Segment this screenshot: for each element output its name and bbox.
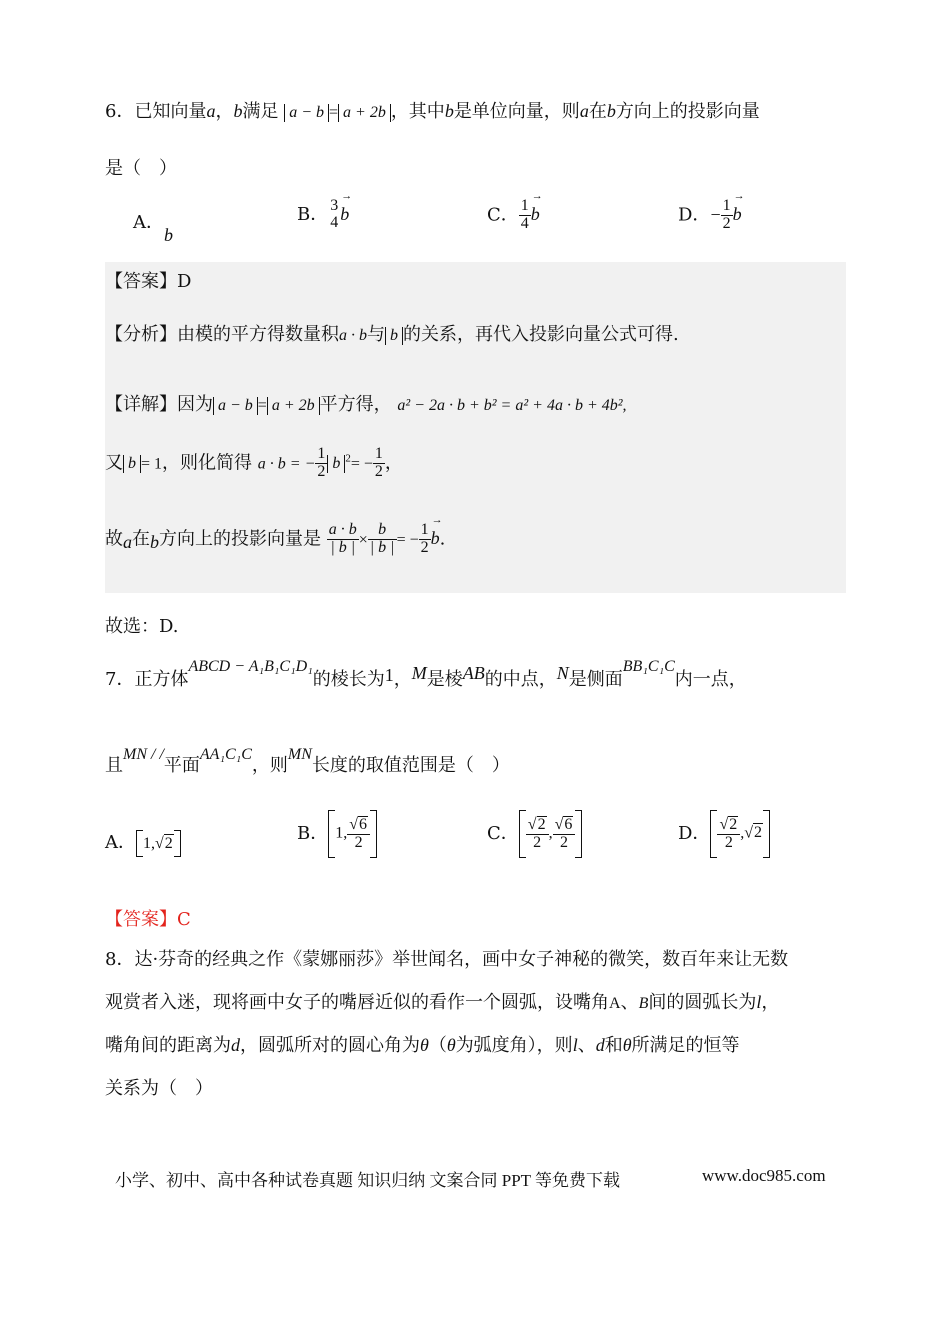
q7-midpoint: 的中点，	[484, 669, 557, 690]
q7-MN2: MN	[287, 746, 312, 763]
q6-option-a-label: A．	[133, 212, 164, 233]
q7-option-d-hi: 2	[754, 824, 762, 842]
q6-hence-vec: → b	[431, 528, 440, 549]
q8-l2: l	[572, 1035, 578, 1055]
q6-option-d-den: 2	[722, 214, 731, 232]
q8-line1: 8．达·芬奇的经典之作《蒙娜丽莎》举世闻名，画中女子神秘的微笑，数百年来让无数	[105, 949, 789, 970]
q6-hence-a: a	[123, 532, 132, 553]
q8-line3-mid: ，圆弧所对的圆心角为	[240, 1035, 420, 1056]
q6-abs-left: a − b	[284, 104, 329, 122]
q7-option-b-lo: 1,	[335, 824, 348, 842]
q6-tail: 方向上的投影向量	[615, 101, 760, 122]
q6-again-frac1-den: 2	[317, 462, 326, 480]
q7-and: 且	[105, 755, 123, 776]
q6-hence-b: b	[150, 532, 159, 553]
q7-option-c-label: C．	[487, 822, 519, 844]
q6-option-d-fraction	[721, 198, 733, 233]
q8-theta: θ	[420, 1035, 429, 1055]
q6-option-d	[678, 198, 742, 233]
q7-option-d	[678, 810, 770, 858]
q6-detail-abs-left: a − b	[213, 397, 258, 415]
q6-detail-line2	[105, 446, 403, 481]
q6-option-b	[297, 198, 349, 232]
q6-stem-line2: 是（ ）	[105, 158, 177, 179]
q7-M: M	[411, 663, 427, 683]
q7-option-b-num: 6	[359, 816, 368, 833]
q6-hence-frac2-den: | b |	[369, 538, 395, 556]
q7-option-c	[487, 810, 582, 858]
q7-is-edge: 是棱	[426, 669, 463, 690]
q7-option-c-frac2: $\frac{√6}{2}$	[553, 816, 576, 852]
q6-detail-line1	[105, 390, 627, 416]
q7-option-d-num1: 2	[729, 816, 738, 833]
q6-again-square: 2	[345, 452, 351, 465]
q7-prefix: 7．正方体	[105, 669, 189, 690]
q7-option-b-label: B．	[297, 822, 329, 844]
q6-eq: =	[328, 104, 339, 121]
q6-option-a	[133, 208, 173, 245]
q8-line3-prefix: 嘴角间的距离为	[105, 1035, 231, 1056]
q8-line3	[105, 1031, 740, 1057]
q7-option-a-interval: 1,√2	[136, 830, 181, 857]
q6-option-c	[487, 198, 540, 233]
q8-d2: d	[595, 1035, 605, 1055]
q7-AB: AB	[462, 663, 485, 683]
q7-option-c-num1: 2	[537, 816, 546, 833]
q6-option-b-vec: → b	[340, 204, 349, 225]
q6-option-c-vec: → b	[531, 204, 540, 225]
q8-sep: 、	[620, 992, 639, 1013]
q7-cube: ABCD − A₁B₁C₁D₁	[188, 658, 313, 675]
q6-option-b-fraction	[328, 198, 340, 232]
q6-detail-formula: a² − 2a · b + b² = a² + 4a · b + 4b²,	[397, 397, 627, 414]
q6-hence-mid: 方向上的投影向量是	[159, 528, 321, 550]
q7-option-a-lo: 1,	[143, 834, 155, 852]
q6-option-c-num: 1	[520, 197, 529, 214]
q7-plane-name: AA₁C₁C	[199, 746, 252, 763]
q6-hence-frac3-num: 1	[420, 521, 429, 538]
q6-option-b-den: 4	[330, 213, 339, 231]
q6-hence-frac1	[327, 522, 359, 557]
q7-stem-line1	[105, 658, 747, 691]
q8-A: A	[609, 995, 621, 1012]
q6-in: 在	[588, 101, 607, 122]
q7-range: 长度的取值范围是（ ）	[311, 755, 510, 776]
q6-again-frac2-den: 2	[374, 462, 383, 480]
q6-option-b-label: B．	[297, 203, 329, 225]
q6-detail-square: 平方得，	[319, 394, 392, 415]
q6-var-b: b	[233, 101, 243, 121]
q6-satisfies: 满足	[242, 101, 279, 122]
q6-detail-line3	[105, 522, 445, 557]
q6-hence-frac2	[368, 522, 397, 557]
q8-line3-end: 所满足的恒等	[631, 1035, 740, 1056]
q6-hence-times: ×	[358, 531, 368, 549]
q7-option-b-frac: $\frac{√6}{2}$	[347, 816, 370, 852]
q7-option-d-frac1: $\frac{√2}{2}$	[717, 816, 740, 852]
q8-line2	[105, 988, 779, 1014]
q7-option-b-den: 2	[354, 833, 363, 851]
q7-answer: 【答案】C	[105, 909, 191, 930]
q7-option-d-interval: $\frac{√2}{2}$ ,√2	[710, 810, 770, 858]
q8-line3-paren: （	[428, 1035, 447, 1056]
q6-unit: 是单位向量，则	[453, 101, 580, 122]
q6-hence-frac1-den: | b |	[330, 538, 356, 556]
q6-hence-eq: = −	[396, 531, 419, 549]
q6-analysis-tail: 的关系，再代入投影向量公式可得.	[403, 324, 679, 345]
q7-option-c-den1: 2	[533, 833, 542, 851]
q6-detail-eq: =	[257, 397, 267, 414]
q6-option-b-num: 3	[330, 197, 339, 214]
q8-line2-mid: 间的圆弧长为	[648, 992, 757, 1013]
q6-var-a2: a	[579, 101, 589, 121]
q6-again-mid: ，则化简得	[162, 452, 253, 474]
q6-again-frac2-num: 1	[374, 445, 383, 462]
q7-option-c-den2: 2	[559, 833, 568, 851]
q6-again-abs-b: b	[123, 455, 141, 473]
q7-option-c-frac1: $\frac{√2}{2}$	[526, 816, 549, 852]
q7-plane: 平面	[163, 755, 200, 776]
q8-line3-paren-mid: 为弧度角），则	[455, 1035, 573, 1056]
q7-option-b-interval	[328, 810, 377, 858]
q6-analysis-abs-b: b	[385, 327, 403, 345]
q7-option-d-den1: 2	[724, 833, 733, 851]
q7-inside: 是侧面	[568, 669, 623, 690]
q6-stem-line1	[105, 97, 760, 123]
q7-option-b	[297, 810, 377, 858]
q6-hence-frac2-num: b	[368, 522, 397, 540]
q6-option-d-label: D．	[678, 204, 711, 226]
q6-conclusion: 故选：D.	[105, 616, 179, 637]
q7-N: N	[556, 663, 569, 683]
q8-l: l	[756, 992, 762, 1012]
q6-abs-right: a + 2b	[338, 104, 391, 122]
q7-stem-line2	[105, 746, 510, 777]
q8-line2-prefix: 观赏者入迷，现将画中女子的嘴唇近似的看作一个圆弧，设嘴角	[105, 992, 609, 1013]
q6-var-b3: b	[606, 101, 616, 121]
q7-comma: ，	[393, 669, 412, 690]
q7-option-a-hi: 2	[164, 834, 173, 852]
q6-sep: ，	[215, 101, 234, 122]
q7-option-c-interval: $\frac{√2}{2}$ , $\frac{√6}{2}$	[519, 810, 583, 858]
q6-analysis-prefix: 【分析】由模的平方得数量积	[105, 324, 339, 345]
q6-hence-frac3-den: 2	[420, 538, 429, 556]
q7-option-a	[105, 828, 181, 857]
q7-option-d-label: D．	[678, 822, 711, 844]
q6-again-frac1	[315, 446, 327, 481]
footer-link[interactable]: www.doc985.com	[702, 1166, 826, 1185]
q7-face: BB₁C₁C	[622, 658, 675, 675]
q8-d: d	[231, 1035, 240, 1055]
q6-analysis-dot: a · b	[339, 327, 367, 344]
q8-B: B	[638, 995, 649, 1012]
q6-option-d-vec: → b	[733, 204, 742, 225]
q8-line2-end: ，	[761, 992, 780, 1013]
q7-option-c-num2: 6	[564, 816, 573, 833]
q6-mid: ，其中	[390, 101, 445, 122]
q6-option-d-sign: −	[710, 204, 721, 225]
q6-detail-abs-right: a + 2b	[267, 397, 320, 415]
q7-then: ，则	[251, 755, 288, 776]
q6-option-c-label: C．	[487, 204, 519, 226]
q6-option-d-num: 1	[722, 197, 731, 214]
q6-var-b2: b	[444, 101, 454, 121]
q7-MN: MN / /	[123, 746, 164, 763]
q7-edge: 的棱长为	[312, 669, 385, 690]
q6-hence-frac1-num: a · b	[328, 521, 357, 538]
q6-again-abs-b2: b	[327, 455, 345, 473]
q6-again-eq1: = 1	[141, 455, 163, 473]
q6-again-frac2	[373, 446, 385, 481]
q6-var-a: a	[206, 101, 216, 121]
q6-answer: 【答案】D	[105, 271, 192, 292]
q6-option-a-value: b	[164, 225, 173, 245]
q6-hence-frac3	[419, 522, 431, 557]
q6-again-frac1-num: 1	[317, 445, 326, 462]
q7-option-a-label: A．	[105, 832, 136, 853]
q8-and: 和	[604, 1035, 623, 1056]
q8-line4: 关系为（ ）	[105, 1078, 213, 1099]
q6-analysis-and: 与	[367, 324, 385, 345]
q8-theta2: θ	[446, 1035, 456, 1055]
q6-again-eq2: = −	[350, 455, 373, 473]
q6-again-end: ，	[384, 452, 403, 474]
q6-detail-prefix: 【详解】因为	[105, 394, 213, 415]
q6-option-c-den: 4	[520, 214, 529, 232]
q7-one: 1	[384, 665, 394, 685]
q6-hence-in: 在	[132, 528, 150, 550]
q6-prefix: 6．已知向量	[105, 101, 207, 122]
q6-analysis	[105, 320, 679, 346]
q8-sep2: 、	[577, 1035, 596, 1056]
q6-hence-prefix: 故	[105, 528, 123, 550]
footer-text: 小学、初中、高中各种试卷真题 知识归纳 文案合同 PPT 等免费下载	[115, 1171, 620, 1190]
q6-option-c-fraction	[519, 198, 531, 233]
q6-hence-end: .	[439, 528, 446, 550]
q6-again-prefix: 又	[105, 452, 123, 474]
q6-again-lhs: a · b = −	[257, 455, 316, 473]
q7-inside-end: 内一点，	[674, 669, 747, 690]
q8-theta3: θ	[622, 1035, 632, 1055]
